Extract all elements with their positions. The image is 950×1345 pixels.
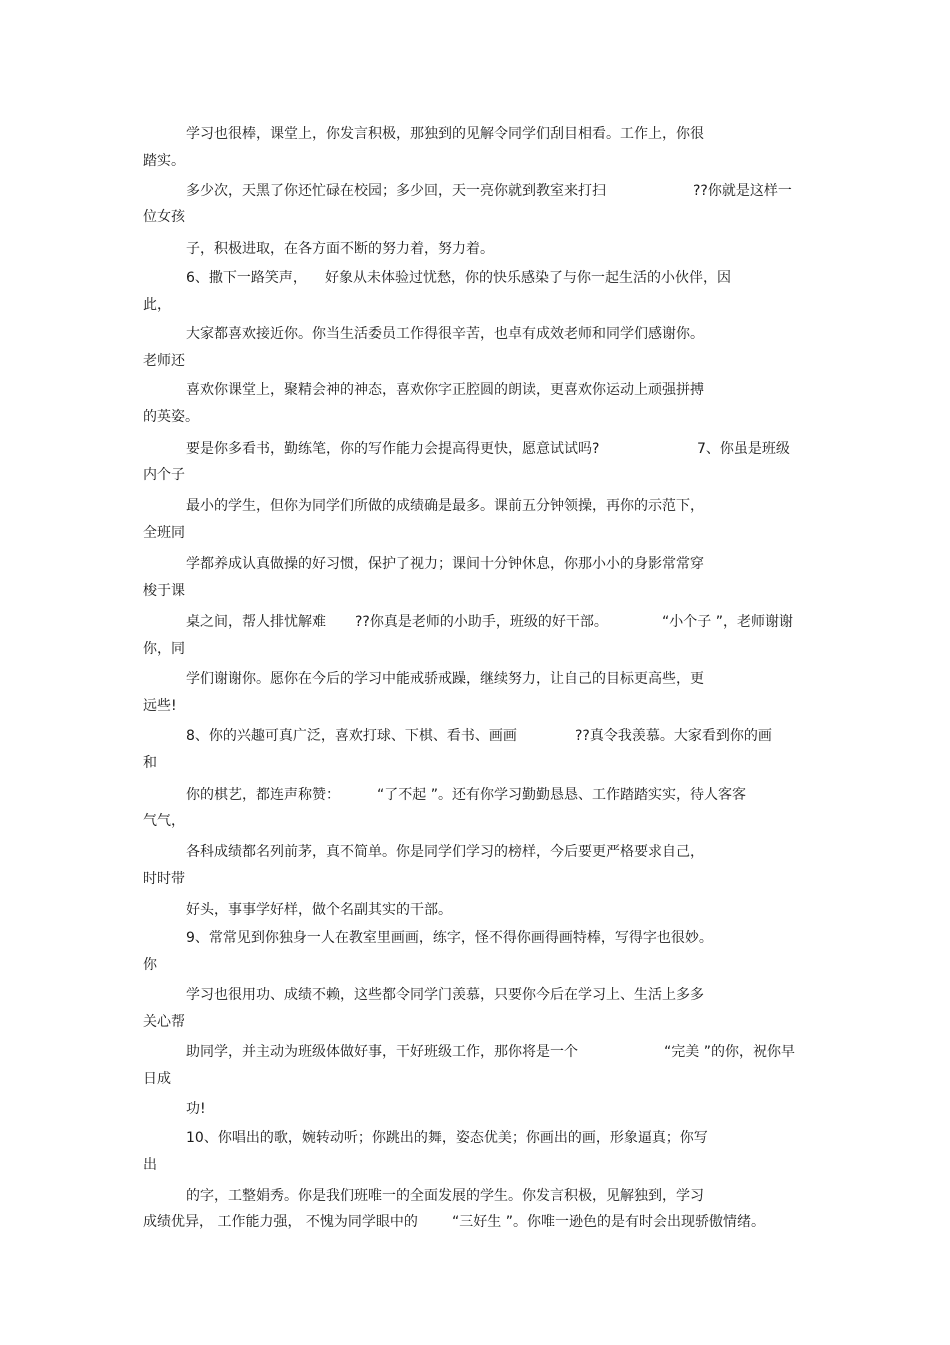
text-line: ??真令我羡慕。大家看到你的画 bbox=[575, 728, 772, 744]
text-line: 喜欢你课堂上，聚精会神的神态，喜欢你字正腔圆的朗读，更喜欢你运动上顽强拼搏 bbox=[186, 382, 704, 398]
text-line: 的英姿。 bbox=[143, 409, 199, 425]
text-line: 位女孩 bbox=[143, 209, 185, 225]
text-line: 10、你唱出的歌，婉转动听；你跳出的舞，姿态优美；你画出的画，形象逼真；你写 bbox=[186, 1130, 708, 1146]
text-line: 学习也很棒，课堂上，你发言积极，那独到的见解令同学们刮目相看。工作上，你很 bbox=[186, 126, 704, 142]
text-line: 各科成绩都名列前茅，真不简单。你是同学们学习的榜样，今后要更严格要求自己， bbox=[186, 844, 704, 860]
text-line: ??你真是老师的小助手，班级的好干部。 bbox=[355, 614, 608, 630]
text-line: 气气， bbox=[143, 813, 185, 829]
text-line: 时时带 bbox=[143, 871, 185, 887]
text-line: 的字，工整娟秀。你是我们班唯一的全面发展的学生。你发言积极，见解独到，学习 bbox=[186, 1188, 704, 1204]
text-line: 最小的学生，但你为同学们所做的成绩确是最多。课前五分钟领操，再你的示范下， bbox=[186, 498, 704, 514]
text-line: 学习也很用功、成绩不赖，这些都令同学门羡慕，只要你今后在学习上、生活上多多 bbox=[186, 987, 704, 1003]
text-line: 出 bbox=[143, 1157, 157, 1173]
text-line: 子，积极进取，在各方面不断的努力着，努力着。 bbox=[186, 241, 494, 257]
text-line: 大家都喜欢接近你。你当生活委员工作得很辛苦，也卓有成效老师和同学们感谢你。 bbox=[186, 326, 704, 342]
text-line: 好头，事事学好样，做个名副其实的干部。 bbox=[186, 902, 452, 918]
text-line: ??你就是这样一 bbox=[693, 183, 792, 199]
text-line: 8、你的兴趣可真广泛，喜欢打球、下棋、看书、画画 bbox=[186, 728, 517, 744]
text-line: 成绩优异， 工作能力强， 不愧为同学眼中的 bbox=[143, 1214, 418, 1230]
text-line: 全班同 bbox=[143, 525, 185, 541]
text-line: “三好生 ”。你唯一逊色的是有时会出现骄傲情绪。 bbox=[452, 1214, 765, 1230]
text-line: 功! bbox=[186, 1101, 206, 1117]
text-line: 9、常常见到你独身一人在教室里画画，练字，怪不得你画得画特棒，写得字也很妙。 bbox=[186, 930, 713, 946]
text-line: 关心帮 bbox=[143, 1014, 185, 1030]
text-line: “小个子 ”，老师谢谢 bbox=[662, 614, 793, 630]
text-line: “了不起 ”。还有你学习勤勤恳恳、工作踏踏实实，待人客客 bbox=[377, 787, 746, 803]
text-line: 你 bbox=[143, 957, 157, 973]
text-line: 梭于课 bbox=[143, 583, 185, 599]
text-line: 7、你虽是班级 bbox=[697, 441, 790, 457]
text-line: 要是你多看书，勤练笔，你的写作能力会提高得更快，愿意试试吗? bbox=[186, 441, 600, 457]
text-line: 你，同 bbox=[143, 641, 185, 657]
text-line: 6、撒下一路笑声， bbox=[186, 270, 307, 286]
text-line: 桌之间，帮人排忧解难 bbox=[186, 614, 326, 630]
text-line: 老师还 bbox=[143, 353, 185, 369]
text-line: 助同学，并主动为班级体做好事，干好班级工作，那你将是一个 bbox=[186, 1044, 578, 1060]
text-line: 学们谢谢你。愿你在今后的学习中能戒骄戒躁，继续努力，让自己的目标更高些，更 bbox=[186, 671, 704, 687]
text-line: 你的棋艺，都连声称赞： bbox=[186, 787, 340, 803]
text-line: 日成 bbox=[143, 1071, 171, 1087]
text-line: 远些! bbox=[143, 698, 177, 714]
text-line: 和 bbox=[143, 755, 157, 771]
text-line: “完美 ”的你，祝你早 bbox=[664, 1044, 795, 1060]
text-line: 学都养成认真做操的好习惯，保护了视力；课间十分钟休息，你那小小的身影常常穿 bbox=[186, 556, 704, 572]
text-line: 内个子 bbox=[143, 467, 185, 483]
text-line: 好象从未体验过忧愁，你的快乐感染了与你一起生活的小伙伴，因 bbox=[325, 270, 731, 286]
text-line: 此， bbox=[143, 297, 171, 313]
text-line: 多少次，天黑了你还忙碌在校园；多少回，天一亮你就到教室来打扫 bbox=[186, 183, 606, 199]
text-line: 踏实。 bbox=[143, 153, 185, 169]
